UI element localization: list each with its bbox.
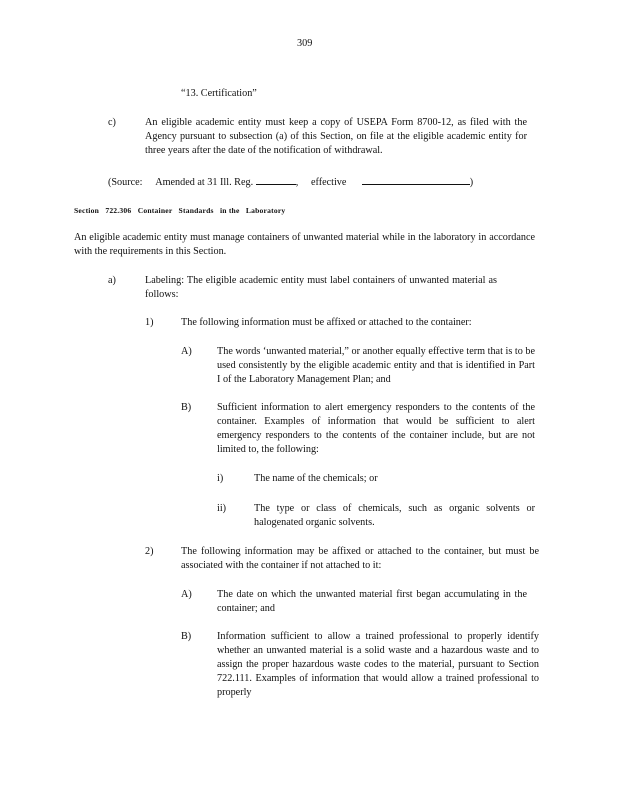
para-a2-label: 2) [145, 546, 154, 557]
intro-paragraph: An eligible academic entity must manage containers of unwanted material while in the laboratory in accordance with the requirements in this Section. [74, 232, 535, 257]
page-number: 309 [297, 38, 313, 49]
para-a1-label: 1) [145, 317, 154, 328]
section-heading: Section 722.306 Container Standards in the Laboratory [74, 206, 286, 215]
certification-heading: “13. Certification” [181, 88, 257, 99]
para-a2A-label: A) [181, 589, 192, 600]
para-a2A-text: The date on which the unwanted material first began accumulating in the container; and [217, 589, 527, 614]
effective-date-blank [362, 174, 470, 185]
para-a1A-text: The words ‘unwanted material,” or another equally effective term that is to be used consistently by the eligible academic entity and that is identified in Part I of the Laboratory Management Plan; and [217, 346, 535, 385]
para-c-text: An eligible academic entity must keep a copy of USEPA Form 8700-12, as filed with the Agency pursuant to subsection (a) of this Section, on file at the eligible academic entity for three years after the date of the notification of withdrawal. [145, 117, 527, 156]
para-a-label: a) [108, 275, 116, 286]
para-a-text: Labeling: The eligible academic entity must label containers of unwanted material as follows: [145, 275, 497, 300]
para-a1B-text: Sufficient information to alert emergency responders to the contents of the container. Examples of information that would be sufficient to alert emergency responders to the contents of the container include, but are not limited to, the following: [217, 402, 535, 455]
source-line [108, 174, 528, 190]
source-amended: Amended at 31 Ill. Reg. [155, 177, 254, 188]
para-a2-text: The following information may be affixed or attached to the container, but must be associated with the container if not attached to it: [181, 546, 539, 571]
source-close: ) [469, 177, 474, 188]
para-a1Bi-text: The name of the chemicals; or [254, 473, 378, 484]
source-sep: , [295, 177, 299, 188]
para-a1-text: The following information must be affixed or attached to the container: [181, 317, 472, 328]
para-a2B-text: Information sufficient to allow a trained professional to properly identify whether an unwanted material is a solid waste and a hazardous waste and to assign the proper hazardous waste codes to the material, pursuant to Section 722.111. Examples of information that would allow a trained professional to properly [217, 631, 539, 698]
para-a1B-label: B) [181, 402, 192, 413]
para-a1Bii-text: The type or class of chemicals, such as organic solvents or halogenated organic solvents. [254, 503, 535, 528]
para-c-label: c) [108, 117, 116, 128]
para-a2B-label: B) [181, 631, 192, 642]
source-effective: effective [310, 177, 347, 188]
para-a1Bii-label: ii) [217, 503, 227, 514]
register-blank [256, 174, 296, 185]
para-a1A-label: A) [181, 346, 192, 357]
source-prefix: (Source: [108, 177, 143, 188]
para-a1Bi-label: i) [217, 473, 224, 484]
